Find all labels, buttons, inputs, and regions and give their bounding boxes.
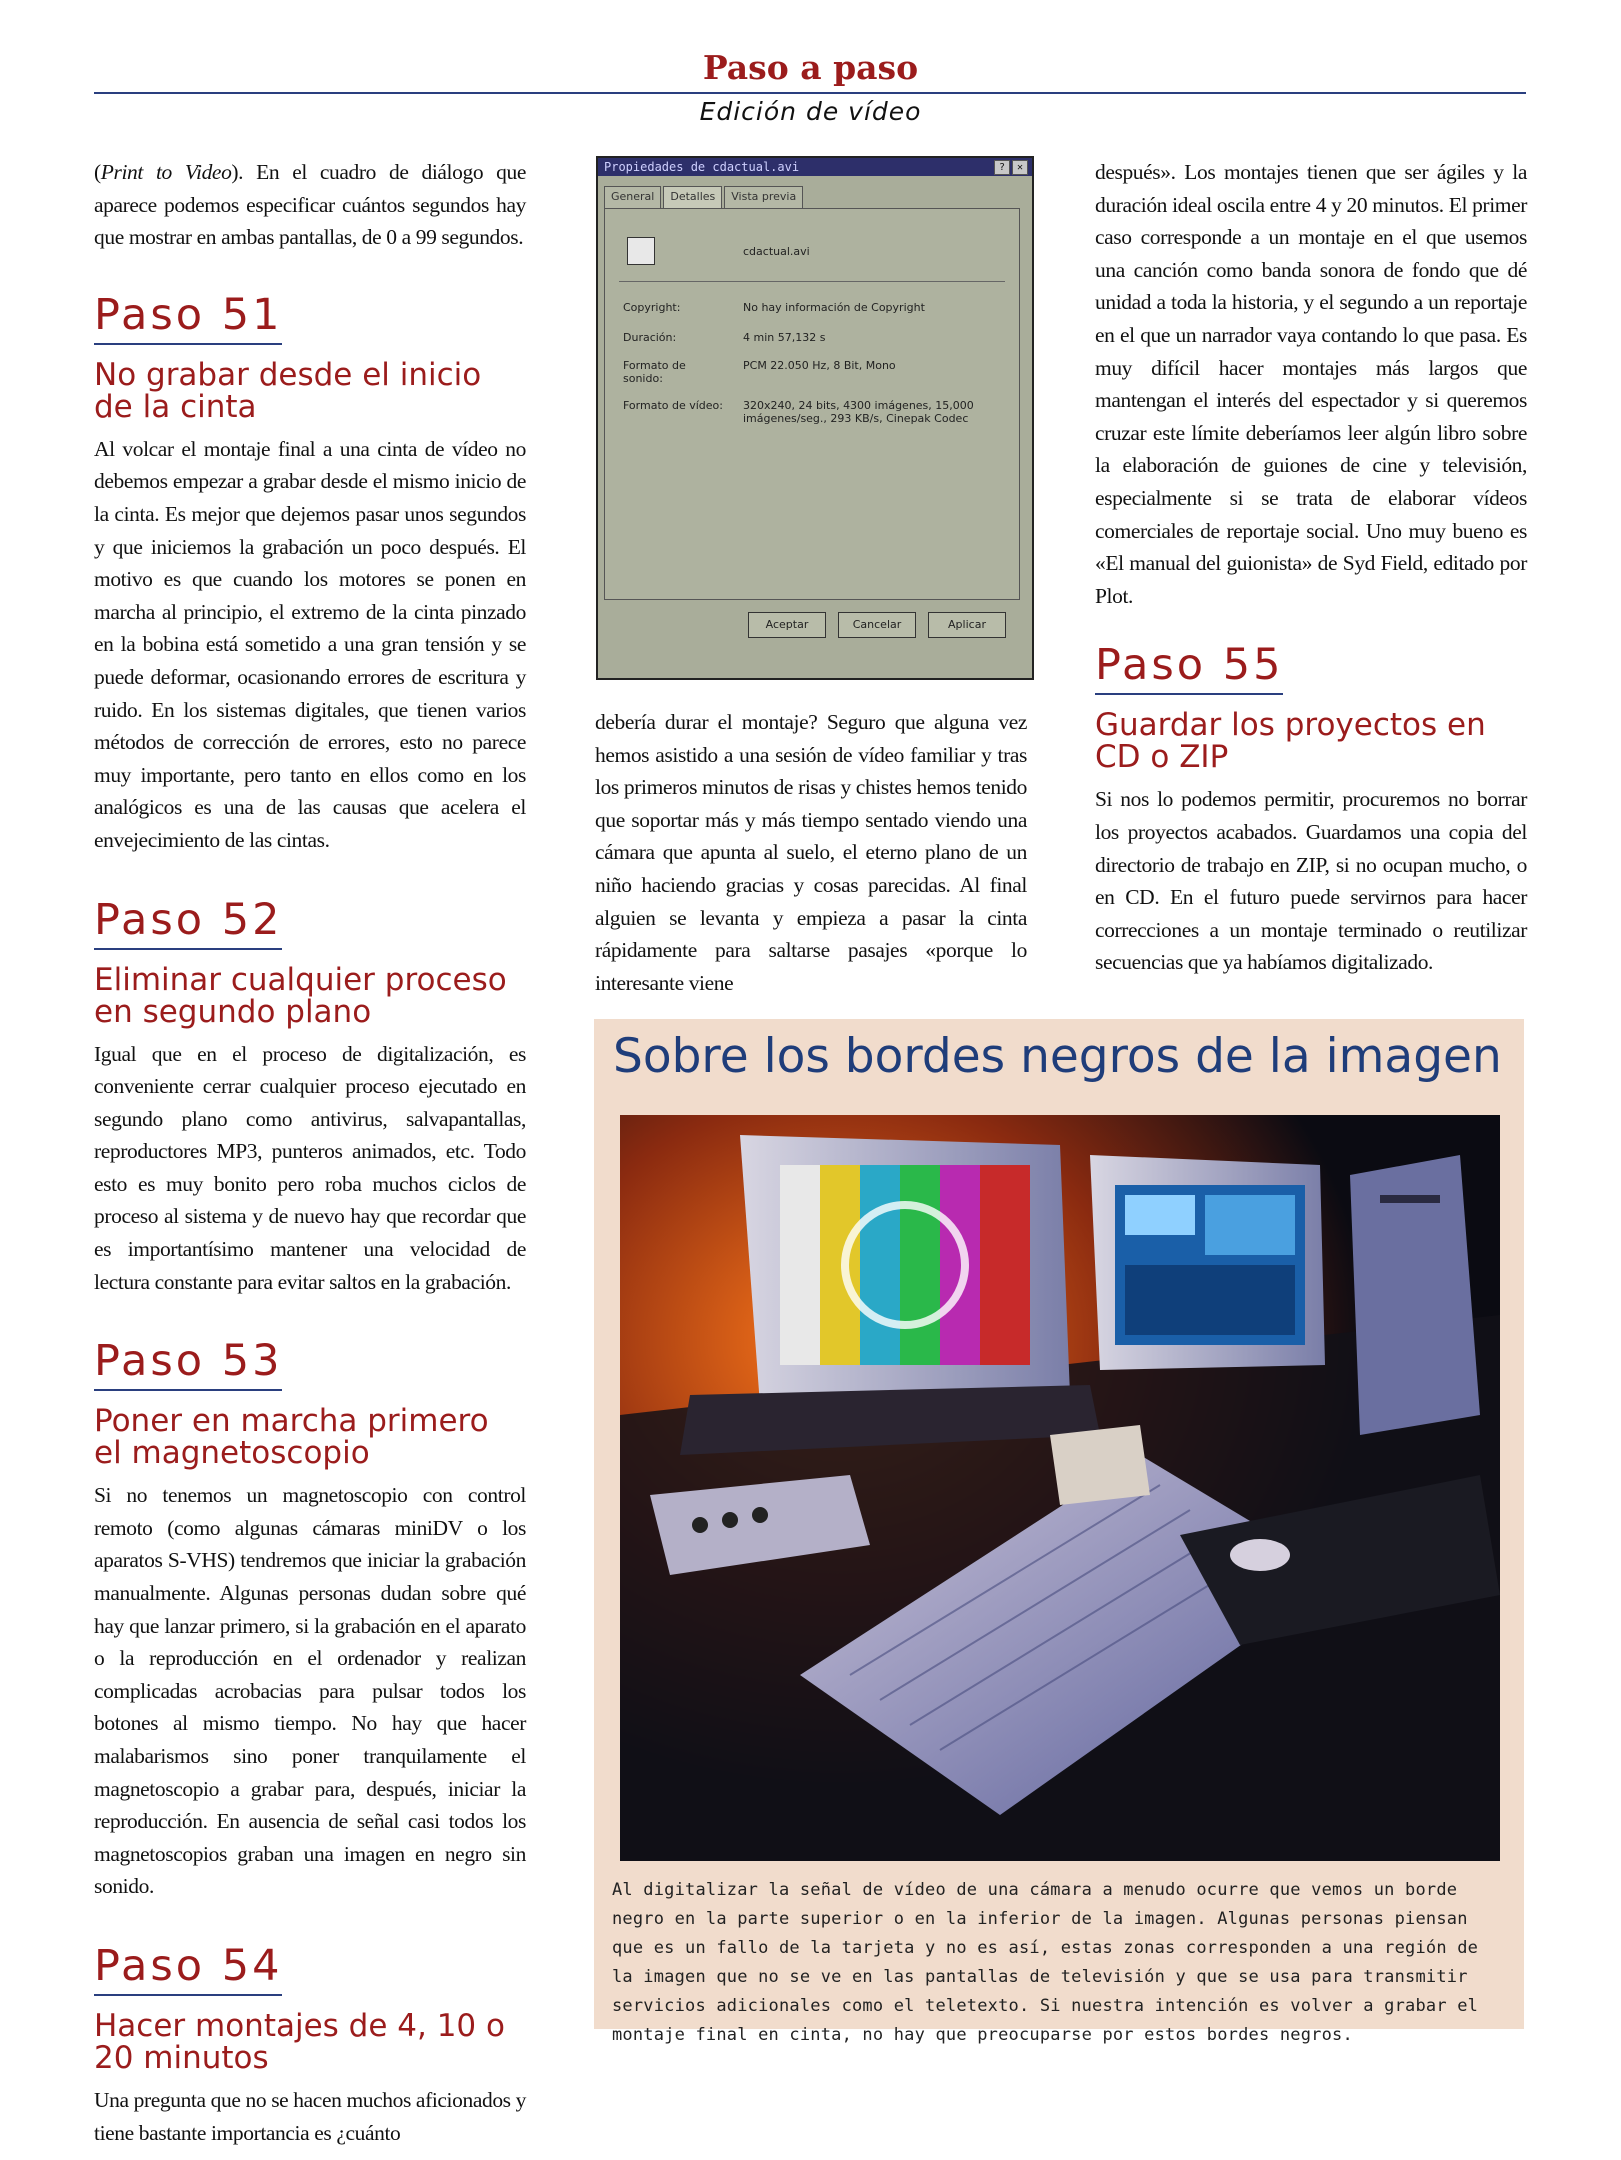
detail-value: PCM 22.050 Hz, 8 Bit, Mono xyxy=(743,359,896,372)
dialog-tabs xyxy=(604,186,805,208)
detail-key: Formato de vídeo: xyxy=(623,399,723,412)
dialog-panel xyxy=(604,208,1020,600)
step-number: Paso 54 xyxy=(94,1941,282,1996)
help-icon: ? xyxy=(994,160,1010,175)
step-53 xyxy=(94,1336,526,1903)
column-right xyxy=(1095,156,1527,979)
step-number: Paso 55 xyxy=(1095,640,1283,695)
detail-value: No hay información de Copyright xyxy=(743,301,925,314)
step-text: Si nos lo podemos permitir, procuremos no borrar los proyectos acabados. Guardamos una copia del directorio de trabajo en ZIP, si no ocupan mucho, o en CD. En el futuro puede servirnos para hacer correcciones a un montaje terminado o reutilizar secuencias que ya habíamos digitalizado. xyxy=(1095,787,1527,975)
step-51 xyxy=(94,290,526,857)
detail-key: Duración: xyxy=(623,331,677,344)
close-icon: ✕ xyxy=(1012,160,1028,175)
intro-italic: Print to Video xyxy=(100,160,232,184)
header-rule xyxy=(94,92,1526,94)
sidebar-caption: Al digitalizar la señal de vídeo de una cámara a menudo ocurre que vemos un borde negro en la parte superior o en la inferior de la imagen. Algunas personas piensan que es un fallo de la tarjeta y no es así, estas zonas corresponden a una región de la imagen que no se ve en las pantallas de televisión y que se usa para transmitir servicios adicionales como el teletexto. Si nuestra intención es volver a grabar el montaje final en cinta, no hay que preocuparse por estos bordes negros. xyxy=(612,1880,1479,2045)
workstation-photo xyxy=(620,1115,1500,1861)
ok-button: Aceptar xyxy=(748,612,826,638)
step-text: Igual que en el proceso de digitalización, es conveniente cerrar cualquier proceso ejecutado en segundo plano como antivirus, salvapantallas, reproductores MP3, punteros animados, etc. Todo esto es muy bonito pero roba muchos ciclos de proceso al sistema y de nuevo hay que recordar que es importantísimo mantener una velocidad de lectura constante para evitar saltos en la grabación. xyxy=(94,1041,526,1294)
tab-general: General xyxy=(604,186,661,208)
tab-details: Detalles xyxy=(663,186,722,208)
intro-paragraph: (Print to Video). En el cuadro de diálogo que aparece podemos especificar cuántos segundos hay que mostrar en ambas pantallas, de 0 a 99 segundos. xyxy=(94,160,526,250)
step-text: Una pregunta que no se hacen muchos aficionados y tiene bastante importancia es ¿cuánto xyxy=(94,2087,526,2145)
step-52 xyxy=(94,895,526,1299)
cancel-button: Cancelar xyxy=(838,612,916,638)
sidebar-box xyxy=(594,1019,1524,2045)
step-title: Hacer montajes de 4, 10 o 20 minutos xyxy=(94,2007,505,2076)
continued-paragraph: debería durar el montaje? Seguro que alguna vez hemos asistido a una sesión de vídeo familiar y tras los primeros minutos de risas y chistes hemos tenido que soportar más y más tiempo sentado viendo una cámara que apunta al suelo, el eterno plano de un niño haciendo gracias y cosas parecidas. Al final alguien se levanta y empieza a pasar la cinta rápidamente para saltarse pasajes «porque lo interesante viene xyxy=(595,710,1027,995)
step-54 xyxy=(94,1941,526,2149)
detail-key: Formato de sonido: xyxy=(623,359,686,385)
step-number: Paso 52 xyxy=(94,895,282,950)
step-title: Poner en marcha primero el magnetoscopio xyxy=(94,1403,489,1472)
detail-value: 4 min 57,132 s xyxy=(743,331,826,344)
step-title: Guardar los proyectos en CD o ZIP xyxy=(1095,707,1486,776)
video-file-icon xyxy=(627,237,655,265)
apply-button: Aplicar xyxy=(928,612,1006,638)
detail-key: Copyright: xyxy=(623,301,681,314)
dialog-titlebar xyxy=(598,158,1032,176)
intro-rest: ). En el cuadro de diálogo que aparece podemos especificar cuántos segundos hay que mostrar en ambas pantallas, de 0 a 99 segundos. xyxy=(94,160,526,250)
step-title: Eliminar cualquier proceso en segundo plano xyxy=(94,961,507,1030)
step-text: Si no tenemos un magnetoscopio con control remoto (como algunas cámaras miniDV o los aparatos S-VHS) tendremos que iniciar la grabación manualmente. Algunas personas dudan sobre qué hay que lanzar primero, si la grabación en el aparato o la reproducción en el ordenador y realizan complicadas acrobacias para pulsar todos los botones al mismo tiempo. No hay que hacer malabarismos sino poner tranquilamente el magnetoscopio a grabar para, después, iniciar la reproducción. En ausencia de señal casi todos los magnetoscopios graban una imagen en negro sin sonido. xyxy=(94,1483,526,1899)
dialog-separator xyxy=(619,281,1005,282)
sidebar-title: Sobre los bordes negros de la imagen xyxy=(613,1029,1502,1084)
dialog-title: Propiedades de cdactual.avi xyxy=(604,160,800,174)
step-number: Paso 51 xyxy=(94,290,282,345)
column-middle xyxy=(595,706,1027,999)
properties-dialog-figure xyxy=(596,156,1034,680)
step-55 xyxy=(1095,640,1527,979)
section-title: Paso a paso xyxy=(702,48,919,87)
detail-value: 320x240, 24 bits, 4300 imágenes, 15,000 imágenes/seg., 293 KB/s, Cinepak Codec xyxy=(743,399,974,425)
tab-preview: Vista previa xyxy=(724,186,803,208)
step-number: Paso 53 xyxy=(94,1336,282,1391)
step-title: No grabar desde el inicio de la cinta xyxy=(94,356,482,425)
continued-paragraph: después». Los montajes tienen que ser ágiles y la duración ideal oscila entre 4 y 20 minutos. El primer caso corresponde a un montaje en el que usemos una canción como banda sonora de fondo que dé unidad a toda la historia, y el segundo a un reportaje en el que un narrador vaya contando lo que pasa. Es muy difícil hacer montajes más largos que mantengan el interés del espectador y si queremos cruzar este límite deberíamos leer algún libro sobre la elaboración de guiones de cine y televisión, especialmente si se trata de elaborar vídeos comerciales de reportaje social. Uno muy bueno es «El manual del guionista» de Syd Field, editado por Plot. xyxy=(1095,160,1527,608)
column-left xyxy=(94,156,526,2149)
section-subtitle: Edición de vídeo xyxy=(699,97,922,126)
filename: cdactual.avi xyxy=(743,245,810,258)
workstation-illustration xyxy=(620,1115,1500,1861)
step-text: Al volcar el montaje final a una cinta de vídeo no debemos empezar a grabar desde el mismo inicio de la cinta. Es mejor que dejemos pasar unos segundos y que iniciemos la grabación un poco después. El motivo es que cuando los motores se ponen en marcha al principio, el extremo de la cinta pinzado en la bobina está sometido a una gran tensión y se puede deformar, ocasionando errores de escritura y ruido. En los sistemas digitales, que tienen varios métodos de corrección de errores, esto no parece muy importante, pero tanto en ellos como en los analógicos es una de las causas que acelera el envejecimiento de las cintas. xyxy=(94,436,526,852)
